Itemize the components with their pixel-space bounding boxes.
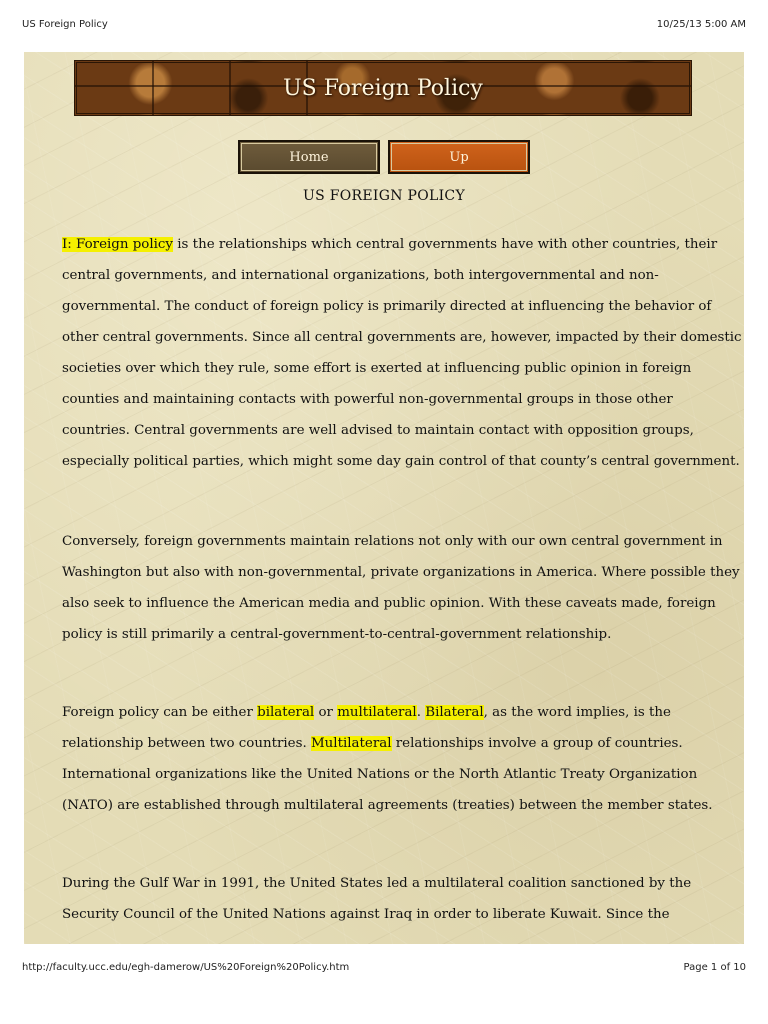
paragraph-text: . (416, 705, 426, 720)
paragraph-3 (62, 697, 742, 821)
print-header-timestamp: 10/25/13 5:00 AM (656, 19, 746, 30)
paragraph-1 (62, 229, 742, 477)
paragraph-text: , as the word implies, is the relationship between two countries. (62, 705, 671, 751)
highlighted-term: multilateral (337, 705, 417, 720)
highlighted-term: I: Foreign policy (62, 237, 174, 252)
home-button[interactable]: Home (238, 140, 380, 174)
banner-title: US Foreign Policy (283, 75, 483, 101)
paragraph-text: Foreign policy can be either (62, 705, 258, 720)
print-header (22, 19, 746, 30)
print-footer (22, 962, 746, 973)
highlighted-term: Multilateral (310, 736, 392, 751)
title-banner (74, 60, 692, 116)
page-url: http://faculty.ucc.edu/egh-damerow/US%20Foreign%20Policy.htm (22, 962, 350, 973)
highlighted-term: bilateral (257, 705, 315, 720)
paragraph-text: relationships involve a group of countries. International organizations like the United Nations or the North Atlantic Treaty Organization (NATO) are established through multilateral agreements (treaties) between the member states. (62, 736, 713, 813)
document-heading: US FOREIGN POLICY (303, 188, 465, 204)
paragraph-text: Conversely, foreign governments maintain relations not only with our own central government in Washington but also with non-governmental, private organizations in America. Where possible they also seek to influence the American media and public opinion. With these caveats made, foreign policy is still primarily a central-government-to-central-government relationship. (62, 534, 740, 642)
highlighted-term: Bilateral (425, 705, 484, 720)
up-button[interactable]: Up (388, 140, 530, 174)
paragraph-4 (62, 868, 742, 930)
paragraph-text: or (314, 705, 338, 720)
paragraph-text: is the relationships which central governments have with other countries, their central governments, and international organizations, both intergovernmental and non-governmental. The conduct of foreign policy is primarily directed at influencing the behavior of other central governments. Since all central governments are, however, impacted by their domestic societies over which they rule, some effort is exerted at influencing public opinion in foreign counties and maintaining contacts with powerful non-governmental groups in those other countries. Central governments are well advised to maintain contact with opposition groups, especially political parties, which might some day gain control of that county’s central government. (62, 237, 742, 469)
paragraph-text: During the Gulf War in 1991, the United States led a multilateral coalition sanctioned by the Security Council of the United Nations against Iraq in order to liberate Kuwait. Since the (62, 876, 692, 922)
print-header-title: US Foreign Policy (22, 19, 108, 30)
paragraph-2 (62, 526, 742, 650)
web-page-content (24, 52, 744, 944)
page-number: Page 1 of 10 (683, 962, 746, 973)
